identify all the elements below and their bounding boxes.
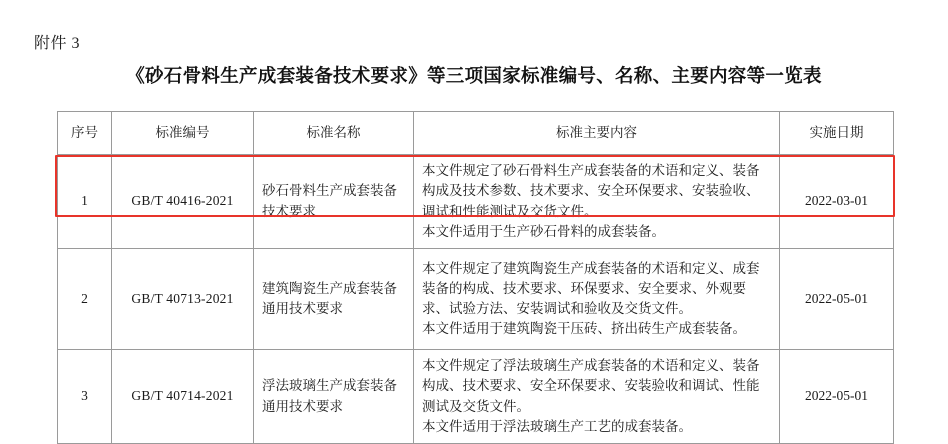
cell-standard-code: GB/T 40416-2021 (112, 155, 254, 249)
table-header (58, 112, 894, 155)
cell-effective-date: 2022-03-01 (780, 155, 894, 249)
standards-table (57, 111, 894, 444)
table-body (58, 155, 894, 444)
cell-standard-code: GB/T 40714-2021 (112, 350, 254, 444)
cell-effective-date: 2022-05-01 (780, 249, 894, 350)
column-header-date: 实施日期 (780, 112, 894, 155)
content-paragraph: 本文件规定了浮法玻璃生产成套装备的术语和定义、装备构成、技术要求、安全环保要求、安装验收和调试、性能测试及交货文件。 (422, 358, 760, 414)
cell-standard-code: GB/T 40713-2021 (112, 249, 254, 350)
column-header-code: 标准编号 (112, 112, 254, 155)
table-row (58, 249, 894, 350)
page-title: 《砂石骨料生产成套装备技术要求》等三项国家标准编号、名称、主要内容等一览表 (126, 66, 822, 87)
attachment-label: 附件 3 (34, 35, 81, 52)
standards-table-wrapper (57, 111, 893, 444)
column-header-content: 标准主要内容 (414, 112, 780, 155)
table-row (58, 155, 894, 249)
cell-seq: 1 (58, 155, 112, 249)
cell-standard-name: 建筑陶瓷生产成套装备通用技术要求 (254, 249, 414, 350)
cell-effective-date: 2022-05-01 (780, 350, 894, 444)
content-paragraph: 本文件适用于浮法玻璃生产工艺的成套装备。 (422, 418, 692, 434)
content-paragraph: 本文件适用于建筑陶瓷干压砖、挤出砖生产成套装备。 (422, 321, 746, 337)
cell-standard-name: 砂石骨料生产成套装备技术要求 (254, 155, 414, 249)
content-paragraph: 本文件规定了砂石骨料生产成套装备的术语和定义、装备构成及技术参数、技术要求、安全环保要求、安装验收、调试和性能测试及交货文件。 (422, 163, 760, 219)
table-row (58, 350, 894, 444)
column-header-name: 标准名称 (254, 112, 414, 155)
content-paragraph: 本文件规定了建筑陶瓷生产成套装备的术语和定义、成套装备的构成、技术要求、环保要求、安全要求、外观要求、试验方法、安装调试和验收及交货文件。 (422, 260, 760, 316)
cell-seq: 2 (58, 249, 112, 350)
column-header-seq: 序号 (58, 112, 112, 155)
table-header-row (58, 112, 894, 155)
content-paragraph: 本文件适用于生产砂石骨料的成套装备。 (422, 223, 665, 239)
cell-standard-content (414, 249, 780, 350)
cell-standard-name: 浮法玻璃生产成套装备通用技术要求 (254, 350, 414, 444)
cell-seq: 3 (58, 350, 112, 444)
cell-standard-content (414, 155, 780, 249)
cell-standard-content (414, 350, 780, 444)
